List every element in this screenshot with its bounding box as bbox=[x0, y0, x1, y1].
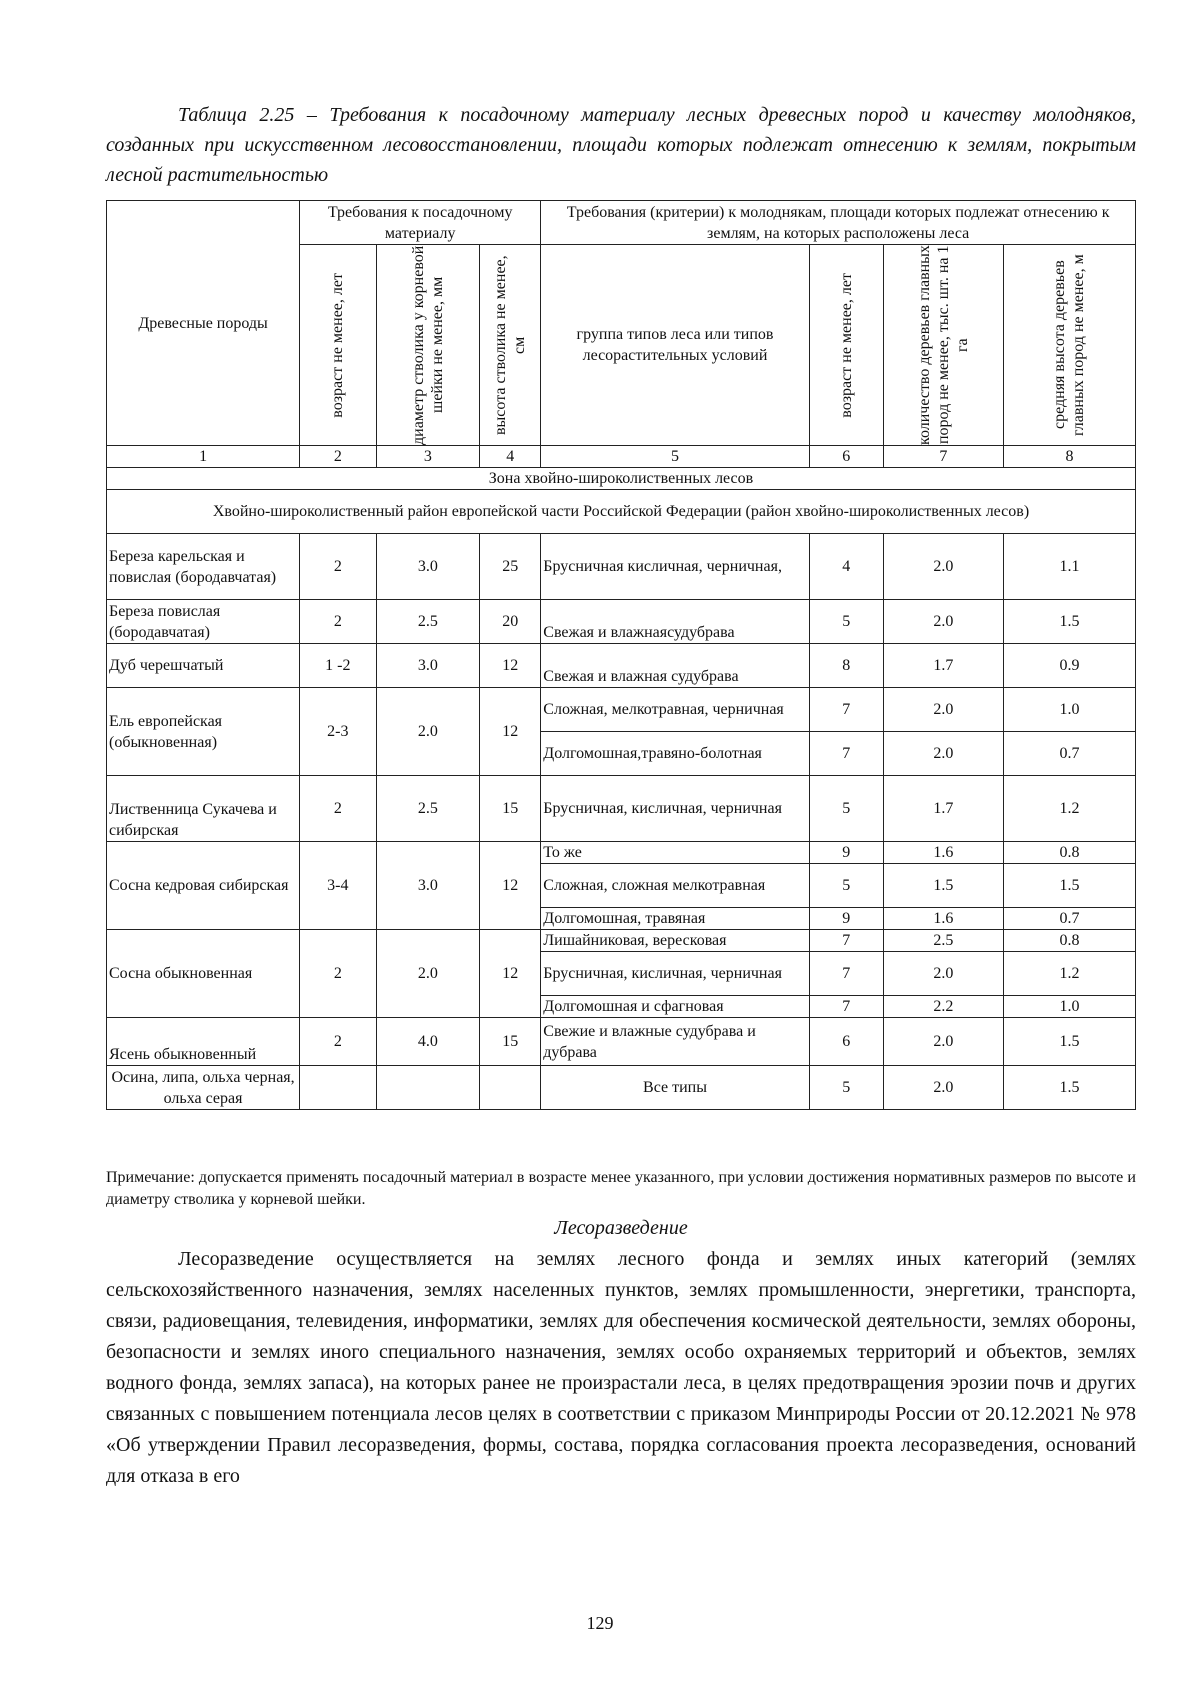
height-cell: 15 bbox=[480, 1018, 541, 1066]
header-col8: средняя высота деревьев главных пород не менее, м bbox=[1003, 245, 1135, 446]
tree-count-cell: 2.0 bbox=[883, 732, 1003, 776]
avg-height-cell: 1.0 bbox=[1003, 996, 1135, 1018]
avg-height-cell: 1.5 bbox=[1003, 864, 1135, 908]
col-number: 2 bbox=[300, 446, 376, 468]
height-cell: 15 bbox=[480, 776, 541, 842]
table-row bbox=[107, 930, 1136, 952]
column-number-row bbox=[107, 446, 1136, 468]
forest-type-cell: Лишайниковая, вересковая bbox=[541, 930, 809, 952]
tree-count-cell: 1.6 bbox=[883, 842, 1003, 864]
tree-count-cell: 2.5 bbox=[883, 930, 1003, 952]
young-age-cell: 5 bbox=[809, 600, 883, 644]
avg-height-cell: 1.2 bbox=[1003, 952, 1135, 996]
forest-type-cell: Долгомошная,травяно-болотная bbox=[541, 732, 809, 776]
tree-count-cell: 1.6 bbox=[883, 908, 1003, 930]
avg-height-cell: 0.9 bbox=[1003, 644, 1135, 688]
table-caption-text: Таблица 2.25 – Требования к посадочному материалу лесных древесных пород и качеству молодняков, созданных при искусственном лесовосстановлении, площади которых подлежат отнесению к землям, покрытым лесной растительностью bbox=[106, 104, 1136, 186]
young-age-cell: 7 bbox=[809, 688, 883, 732]
forest-type-cell: То же bbox=[541, 842, 809, 864]
body-paragraph bbox=[106, 1244, 1136, 1492]
avg-height-cell: 0.8 bbox=[1003, 930, 1135, 952]
height-cell: 12 bbox=[480, 688, 541, 776]
species-cell: Береза повислая (бородавчатая) bbox=[107, 600, 300, 644]
height-cell: 12 bbox=[480, 930, 541, 1018]
forest-type-cell: Брусничная кисличная, черничная, bbox=[541, 534, 809, 600]
height-cell: 20 bbox=[480, 600, 541, 644]
forest-type-cell: Долгомошная, травяная bbox=[541, 908, 809, 930]
species-cell: Осина, липа, ольха черная, ольха серая bbox=[107, 1066, 300, 1110]
species-cell: Сосна обыкновенная bbox=[107, 930, 300, 1018]
age-cell: 2 bbox=[300, 776, 376, 842]
young-age-cell: 5 bbox=[809, 776, 883, 842]
header-col5: группа типов леса или типов лесорастительных условий bbox=[541, 245, 809, 446]
avg-height-cell: 0.7 bbox=[1003, 732, 1135, 776]
tree-count-cell: 2.0 bbox=[883, 688, 1003, 732]
tree-count-cell: 2.0 bbox=[883, 952, 1003, 996]
tree-count-cell: 2.2 bbox=[883, 996, 1003, 1018]
page-number: 129 bbox=[586, 1613, 614, 1633]
table-row bbox=[107, 644, 1136, 688]
table-row bbox=[107, 600, 1136, 644]
young-age-cell: 7 bbox=[809, 732, 883, 776]
age-cell: 2 bbox=[300, 1018, 376, 1066]
header-col6: возраст не менее, лет bbox=[809, 245, 883, 446]
header-group-planting: Требования к посадочному материалу bbox=[300, 201, 541, 245]
avg-height-cell: 1.5 bbox=[1003, 1066, 1135, 1110]
forest-type-cell: Брусничная, кисличная, черничная bbox=[541, 776, 809, 842]
height-cell: 12 bbox=[480, 644, 541, 688]
young-age-cell: 7 bbox=[809, 996, 883, 1018]
young-age-cell: 4 bbox=[809, 534, 883, 600]
col-number: 4 bbox=[480, 446, 541, 468]
table-header-row bbox=[107, 201, 1136, 245]
forest-type-cell: Свежая и влажнаясудубрава bbox=[541, 600, 809, 644]
avg-height-cell: 1.0 bbox=[1003, 688, 1135, 732]
diameter-cell: 3.0 bbox=[376, 842, 480, 930]
forest-type-cell: Сложная, мелкотравная, черничная bbox=[541, 688, 809, 732]
tree-count-cell: 1.7 bbox=[883, 776, 1003, 842]
section-heading: Лесоразведение bbox=[554, 1217, 688, 1239]
young-age-cell: 7 bbox=[809, 952, 883, 996]
header-species: Древесные породы bbox=[107, 201, 300, 446]
forest-type-cell: Сложная, сложная мелкотравная bbox=[541, 864, 809, 908]
young-age-cell: 9 bbox=[809, 908, 883, 930]
region-row bbox=[107, 490, 1136, 534]
col-number: 3 bbox=[376, 446, 480, 468]
height-cell bbox=[480, 1066, 541, 1110]
tree-count-cell: 2.0 bbox=[883, 1018, 1003, 1066]
table-row bbox=[107, 1018, 1136, 1066]
diameter-cell: 4.0 bbox=[376, 1018, 480, 1066]
forest-type-cell: Долгомошная и сфагновая bbox=[541, 996, 809, 1018]
species-cell: Ясень обыкновенный bbox=[107, 1018, 300, 1066]
tree-count-cell: 2.0 bbox=[883, 1066, 1003, 1110]
diameter-cell: 2.5 bbox=[376, 776, 480, 842]
tree-count-cell: 2.0 bbox=[883, 534, 1003, 600]
table-row bbox=[107, 534, 1136, 600]
header-col7: количество деревьев главных пород не менее, тыс. шт. на 1 га bbox=[883, 245, 1003, 446]
diameter-cell: 2.0 bbox=[376, 930, 480, 1018]
species-cell: Береза карельская и повислая (бородавчатая) bbox=[107, 534, 300, 600]
avg-height-cell: 1.1 bbox=[1003, 534, 1135, 600]
header-col3: диаметр стволика у корневой шейки не менее, мм bbox=[376, 245, 480, 446]
tree-count-cell: 1.5 bbox=[883, 864, 1003, 908]
young-age-cell: 9 bbox=[809, 842, 883, 864]
diameter-cell: 3.0 bbox=[376, 534, 480, 600]
young-age-cell: 5 bbox=[809, 1066, 883, 1110]
height-cell: 12 bbox=[480, 842, 541, 930]
table-row bbox=[107, 776, 1136, 842]
zone-label: Зона хвойно-широколиственных лесов bbox=[107, 468, 1136, 490]
tree-count-cell: 1.7 bbox=[883, 644, 1003, 688]
col-number: 7 bbox=[883, 446, 1003, 468]
forest-type-cell: Брусничная, кисличная, черничная bbox=[541, 952, 809, 996]
avg-height-cell: 1.2 bbox=[1003, 776, 1135, 842]
header-group-young: Требования (критерии) к молоднякам, площади которых подлежат отнесению к землям, на которых расположены леса bbox=[541, 201, 1136, 245]
col-number: 5 bbox=[541, 446, 809, 468]
table-caption bbox=[106, 100, 1136, 190]
age-cell: 3-4 bbox=[300, 842, 376, 930]
forest-type-cell: Свежая и влажная судубрава bbox=[541, 644, 809, 688]
region-label: Хвойно-широколиственный район европейской части Российской Федерации (район хвойно-широколиственных лесов) bbox=[107, 490, 1136, 534]
col-number: 8 bbox=[1003, 446, 1135, 468]
table-row bbox=[107, 1066, 1136, 1110]
young-age-cell: 6 bbox=[809, 1018, 883, 1066]
zone-row bbox=[107, 468, 1136, 490]
planting-requirements-table bbox=[106, 200, 1136, 1110]
age-cell bbox=[300, 1066, 376, 1110]
col-number: 6 bbox=[809, 446, 883, 468]
avg-height-cell: 0.8 bbox=[1003, 842, 1135, 864]
tree-count-cell: 2.0 bbox=[883, 600, 1003, 644]
forest-type-cell: Все типы bbox=[541, 1066, 809, 1110]
col-number: 1 bbox=[107, 446, 300, 468]
header-col2: возраст не менее, лет bbox=[300, 245, 376, 446]
header-col4: высота стволика не менее, см bbox=[480, 245, 541, 446]
age-cell: 2 bbox=[300, 930, 376, 1018]
avg-height-cell: 0.7 bbox=[1003, 908, 1135, 930]
diameter-cell: 2.0 bbox=[376, 688, 480, 776]
age-cell: 2 bbox=[300, 600, 376, 644]
table-row bbox=[107, 688, 1136, 732]
table-row bbox=[107, 842, 1136, 864]
species-cell: Ель европейская (обыкновенная) bbox=[107, 688, 300, 776]
age-cell: 2 bbox=[300, 534, 376, 600]
young-age-cell: 8 bbox=[809, 644, 883, 688]
body-paragraph-text: Лесоразведение осуществляется на землях лесного фонда и землях иных категорий (землях сельскохозяйственного назначения, землях населенных пунктов, землях промышленности, энергетики, транспорта, связи, радиовещания, телевидения, информатики, землях для обеспечения космической деятельности, землях обороны, безопасности и землях иного специального назначения, землях особо охраняемых территорий и объектов, землях водного фонда, землях запаса), на которых ранее не произрастали леса, в целях предотвращения эрозии почв и других связанных с повышением потенциала лесов целях в соответствии с приказом Минприроды России от 20.12.2021 № 978 «Об утверждении Правил лесоразведения, формы, состава, порядка согласования проекта лесоразведения, оснований для отказа в его bbox=[106, 1248, 1136, 1487]
young-age-cell: 5 bbox=[809, 864, 883, 908]
avg-height-cell: 1.5 bbox=[1003, 600, 1135, 644]
age-cell: 1 -2 bbox=[300, 644, 376, 688]
species-cell: Дуб черешчатый bbox=[107, 644, 300, 688]
table-note: Примечание: допускается применять посадочный материал в возрасте менее указанного, при условии достижения нормативных размеров по высоте и диаметру стволика у корневой шейки. bbox=[106, 1169, 1136, 1208]
forest-type-cell: Свежие и влажные судубрава и дубрава bbox=[541, 1018, 809, 1066]
age-cell: 2-3 bbox=[300, 688, 376, 776]
height-cell: 25 bbox=[480, 534, 541, 600]
young-age-cell: 7 bbox=[809, 930, 883, 952]
avg-height-cell: 1.5 bbox=[1003, 1018, 1135, 1066]
species-cell: Лиственница Сукачева и сибирская bbox=[107, 776, 300, 842]
diameter-cell: 3.0 bbox=[376, 644, 480, 688]
diameter-cell: 2.5 bbox=[376, 600, 480, 644]
diameter-cell bbox=[376, 1066, 480, 1110]
species-cell: Сосна кедровая сибирская bbox=[107, 842, 300, 930]
